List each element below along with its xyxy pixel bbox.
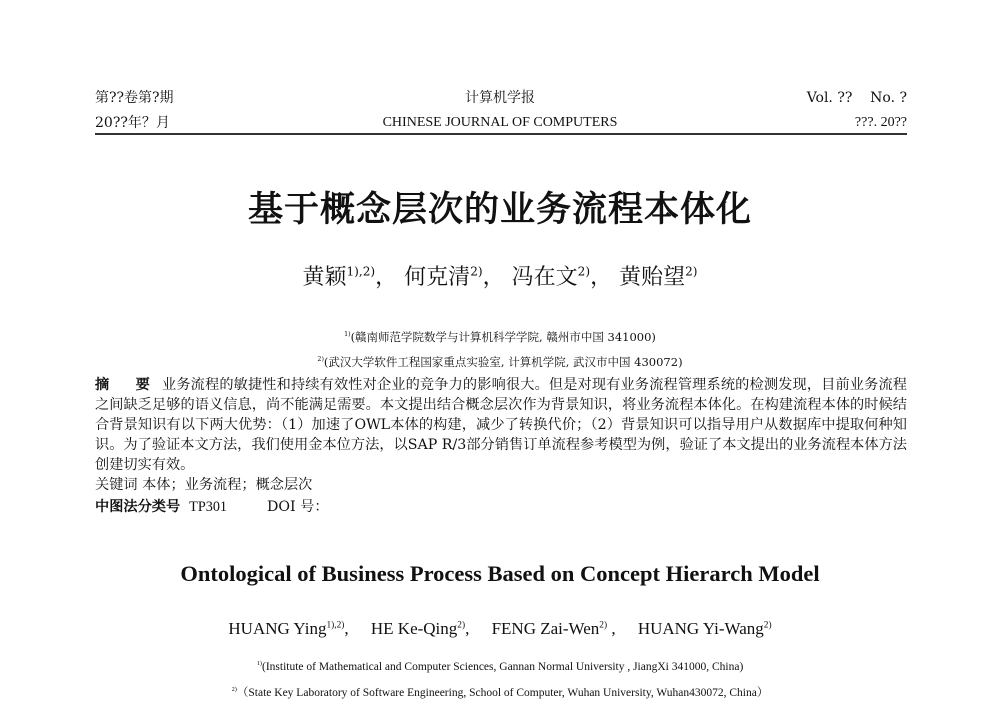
doi-label: DOI 号： [267, 499, 329, 515]
classification [95, 497, 329, 517]
en-author: HE Ke-Qing$^{2)}$, [370, 619, 470, 638]
header-date-cn: 20??年？月 [95, 115, 170, 131]
keywords-label: 关键词 [95, 477, 138, 493]
cn-author: 黄颖$^{1),2)}$， [302, 264, 398, 290]
cn-affiliation: $^{1)}$(赣南师范学院数学与计算机科学学院, 赣州市中国 341000) [344, 330, 656, 344]
header-rule [95, 133, 907, 135]
cn-author: 何克清$^{2)}$， [404, 264, 505, 290]
cn-author: 黄贻望$^{2)}$ [619, 264, 698, 290]
cn-title: 基于概念层次的业务流程本体化 [247, 189, 752, 230]
en-affiliation: $^{1)}$(Institute of Mathematical and Computer Sciences, Gannan Normal University , JiangXi 341000, China) [256, 660, 744, 673]
clc-value: TP301 [189, 499, 228, 515]
cn-affiliation: $^{2)}$(武汉大学软件工程国家重点实验室, 计算机学院, 武汉市中国 430072) [317, 355, 683, 369]
en-author: HUANG Ying$^{1),2)}$, [228, 619, 349, 638]
abstract [95, 375, 907, 475]
header-date-en: ???. 20?? [854, 115, 907, 130]
abstract-text: 业务流程的敏捷性和持续有效性对企业的竞争力的影响很大。但是对现有业务流程管理系统的检测发现，目前业务流程之间缺乏足够的语义信息，尚不能满足需要。本文提出结合概念层次作为背景知识，将业务流程本体化。在构建流程本体的时候结合背景知识有以下两大优势：（1）加速了OWL本体的构建，减少了转换代价；（2）背景知识可以指导用户从数据库中提取何种知识。为了验证本文方法，我们使用金本位方法，以SAP R/3部分销售订单流程参考模型为例，验证了本文提出的业务流程本体方法创建切实有效。 [95, 377, 907, 473]
cn-author-list [0, 264, 1000, 292]
keywords [95, 475, 312, 495]
header-volume-en: Vol. ?? No. ? [806, 90, 907, 106]
en-affiliation: $^{2)}$（State Key Laboratory of Software Engineering, School of Computer, Wuhan University, Wuhan430072, China） [231, 686, 769, 699]
header-journal-cn: 计算机学报 [465, 90, 535, 106]
clc-label: 中图法分类号 [95, 499, 181, 515]
abstract-label: 摘 要 [95, 377, 156, 393]
en-author: FENG Zai-Wen$^{2)}$ , [491, 619, 616, 638]
keywords-text: 本体；业务流程；概念层次 [142, 477, 313, 493]
header-volume-cn: 第??卷第?期 [95, 90, 174, 106]
en-author: HUANG Yi-Wang$^{2)}$ [637, 619, 772, 638]
en-author-list [0, 618, 1000, 640]
en-title: Ontological of Business Process Based on Concept Hierarch Model [180, 561, 820, 586]
header-journal-en: CHINESE JOURNAL OF COMPUTERS [382, 115, 618, 130]
cn-author: 冯在文$^{2)}$， [511, 264, 613, 290]
